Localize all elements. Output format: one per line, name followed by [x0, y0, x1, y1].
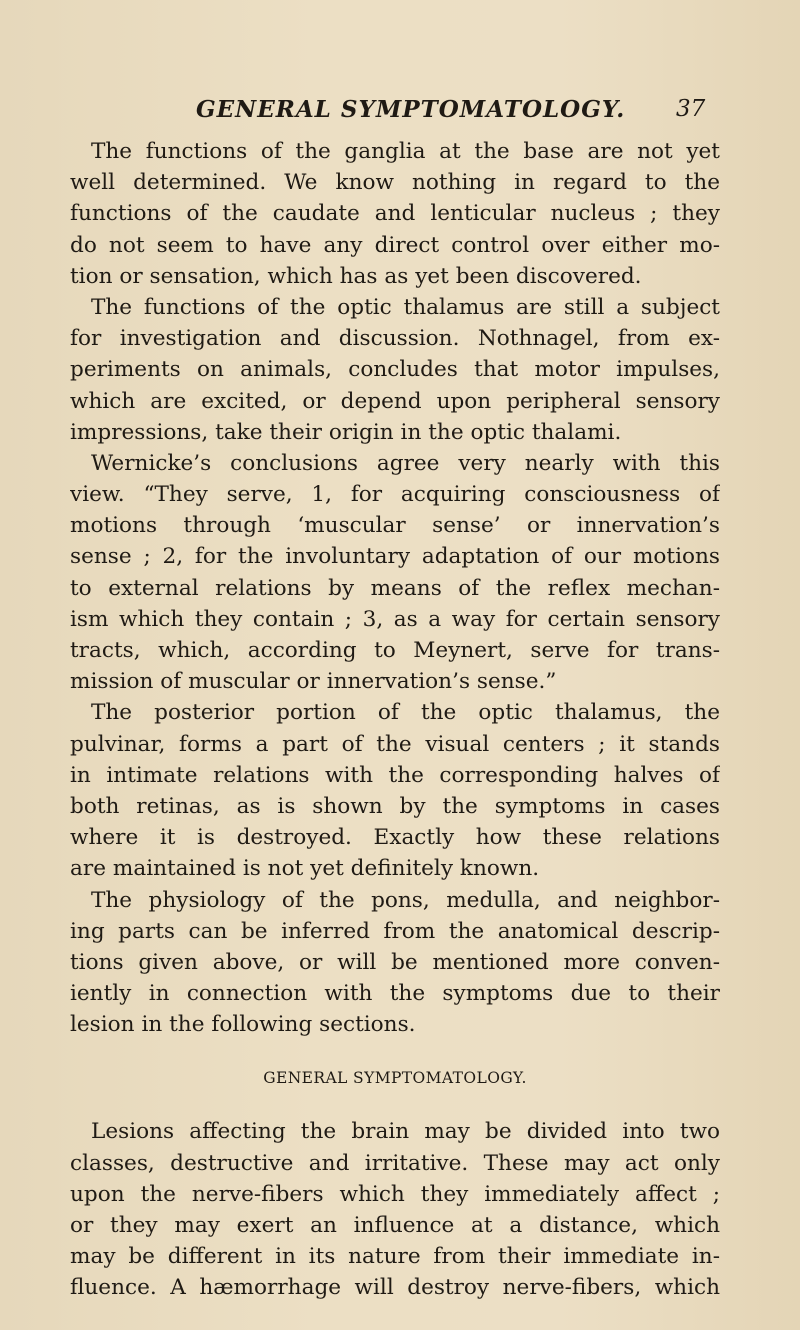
text-line: to external relations by means of the reflex mechan-: [70, 575, 720, 601]
text-line: both retinas, as is shown by the symptoms in cases: [70, 793, 720, 819]
text-line: tions given above, or will be mentioned more conven-: [70, 949, 720, 975]
running-head: GENERAL SYMPTOMATOLOGY.: [196, 96, 626, 123]
page-number: 37: [676, 96, 706, 122]
text-line: tracts, which, according to Meynert, serve for trans-: [70, 638, 720, 663]
text-line: periments on animals, concludes that motor impulses,: [70, 357, 720, 383]
text-line: ing parts can be inferred from the anatomical descrip-: [70, 918, 720, 944]
text-line: classes, destructive and irritative. These may act only: [70, 1150, 720, 1176]
paragraph: [70, 1116, 720, 1303]
body-text: [70, 136, 720, 1304]
text-line: may be different in its nature from their immediate in-: [70, 1244, 720, 1270]
text-line: fluence. A hæmorrhage will destroy nerve-fibers, which: [70, 1275, 720, 1301]
text-line: in intimate relations with the corresponding halves of: [70, 762, 720, 788]
text-line: sense ; 2, for the involuntary adaptation of our motions: [70, 544, 720, 570]
paragraph: [70, 292, 720, 448]
text-line: The functions of the optic thalamus are still a subject: [91, 294, 720, 320]
text-line: Wernicke’s conclusions agree very nearly with this: [91, 450, 720, 476]
text-line: The functions of the ganglia at the base are not yet: [91, 139, 720, 164]
text-line: mission of muscular or innervation’s sense.”: [70, 669, 557, 695]
paragraph: [70, 448, 720, 698]
text-line: view. “They serve, 1, for acquiring consciousness of: [70, 482, 720, 508]
text-line: The physiology of the pons, medulla, and neighbor-: [91, 887, 720, 913]
text-line: or they may exert an influence at a distance, which: [70, 1213, 720, 1238]
paragraph: [70, 885, 720, 1041]
text-line: lesion in the following sections.: [70, 1012, 416, 1038]
paragraph: [70, 697, 720, 884]
paragraph: [70, 136, 720, 292]
text-line: motions through ‘muscular sense’ or innervation’s: [70, 513, 720, 539]
text-line: are maintained is not yet definitely known.: [70, 856, 540, 882]
text-line: iently in connection with the symptoms due to their: [70, 981, 720, 1007]
text-line: Lesions affecting the brain may be divided into two: [91, 1119, 720, 1145]
text-line: tion or sensation, which has as yet been discovered.: [70, 263, 642, 289]
text-line: functions of the caudate and lenticular nucleus ; they: [70, 201, 720, 227]
text-line: upon the nerve-fibers which they immediately affect ;: [70, 1181, 720, 1207]
section-heading: GENERAL SYMPTOMATOLOGY.: [263, 1069, 527, 1088]
text-line: which are excited, or depend upon peripheral sensory: [70, 388, 720, 414]
text-line: well determined. We know nothing in regard to the: [70, 170, 720, 196]
text-line: ism which they contain ; 3, as a way for certain sensory: [70, 606, 720, 632]
text-line: impressions, take their origin in the optic thalami.: [70, 419, 622, 445]
text-line: pulvinar, forms a part of the visual centers ; it stands: [70, 731, 720, 757]
text-line: where it is destroyed. Exactly how these relations: [70, 825, 720, 851]
text-line: do not seem to have any direct control over either mo-: [70, 232, 720, 258]
text-line: for investigation and discussion. Nothnagel, from ex-: [70, 326, 720, 352]
text-line: The posterior portion of the optic thalamus, the: [91, 700, 720, 726]
